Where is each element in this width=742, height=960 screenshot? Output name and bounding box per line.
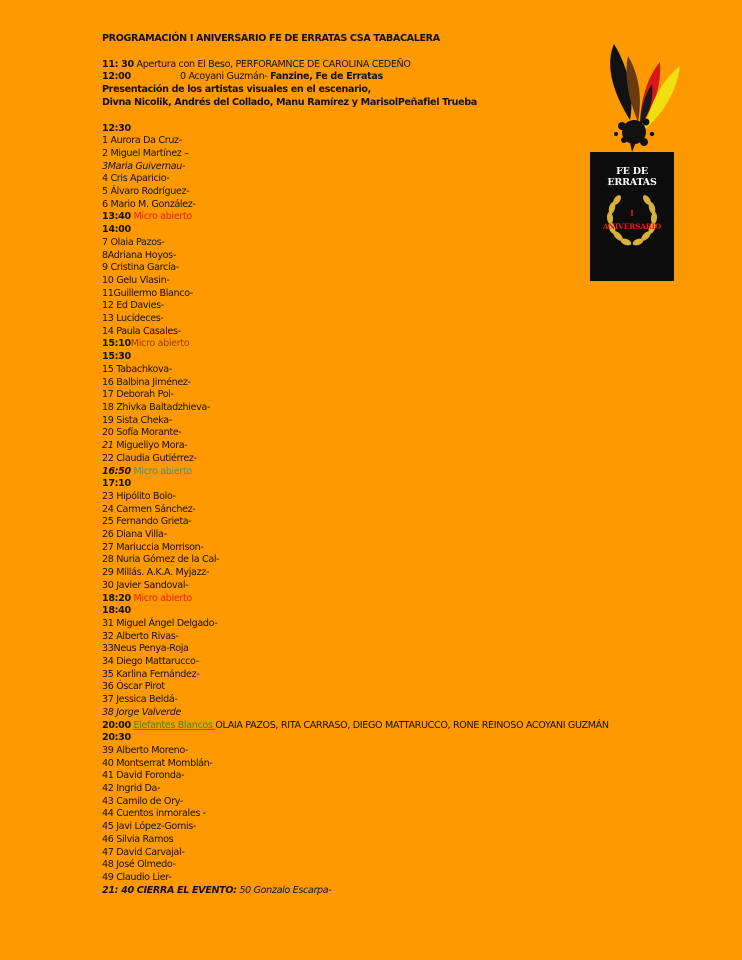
opening-time: 11: 30 — [102, 58, 134, 70]
list-item: 32 Alberto Rivas- — [102, 630, 179, 642]
list-item: 38 Jorge Valverde — [102, 706, 182, 718]
list-item: 19 Sista Cheka- — [102, 414, 172, 426]
list-item: 47 David Carvajal- — [102, 846, 185, 858]
list-item: 15 Tabachkova- — [102, 363, 172, 375]
micro-1510 — [102, 338, 722, 351]
block-1840-list — [102, 618, 722, 720]
time-1840: 18:40 — [102, 605, 131, 617]
poster-anniversary-word: ANIVERSARIO — [602, 222, 662, 231]
list-item: 11Guillermo Blanco- — [102, 287, 194, 299]
list-item: 16 Balbina Jiménez- — [102, 376, 191, 388]
list-item: 33Neus Penya-Roja — [102, 643, 189, 655]
list-item: 37 Jessica Beldá- — [102, 694, 178, 706]
list-item: 36 Óscar Pirot — [102, 681, 165, 693]
list-item: 30 Javier Sandoval- — [102, 579, 189, 591]
poster-title: FE DE ERRATAS — [607, 166, 657, 188]
list-item: 7 Olaia Pazos- — [102, 236, 165, 248]
micro-1650 — [102, 466, 722, 479]
list-item: 6 Mario M. González- — [102, 198, 196, 210]
list-item: 5 Álvaro Rodríguez- — [102, 186, 190, 198]
list-item: 26 Diana Villa- — [102, 529, 167, 541]
micro-label: Micro abierto — [130, 465, 192, 477]
list-item: 10 Gelu Vlasin- — [102, 274, 170, 286]
micro-label: Micro abierto — [130, 592, 192, 604]
item-name: Migueliyo Mora- — [113, 440, 188, 452]
list-item: 46 Silvia Ramos — [102, 833, 174, 845]
list-item: 1 Aurora Da Cruz- — [102, 135, 182, 147]
list-item: 18 Zhivka Baltadzhieva- — [102, 401, 211, 413]
time-2030: 20:30 — [102, 732, 131, 744]
list-item: 23 Hipólito Bolo- — [102, 490, 176, 502]
list-item: 45 Javi López-Gomis- — [102, 821, 197, 833]
concert-2000 — [102, 720, 722, 733]
list-item: 40 Montserrat Momblán- — [102, 757, 213, 769]
list-item: 14 Paula Casales- — [102, 325, 181, 337]
list-item: 9 Cristina García- — [102, 262, 179, 274]
concert-time: 20:00 — [102, 719, 131, 731]
list-item: 12 Ed Davies- — [102, 300, 164, 312]
list-item: 41 David Foronda- — [102, 770, 185, 782]
list-item: 35 Karlina Fernández- — [102, 668, 200, 680]
list-item: 31 Miguel Ángel Delgado- — [102, 617, 218, 629]
list-item: 4 Cris Aparicio- — [102, 173, 170, 185]
opening-text: Apertura con El Beso, PERFORAMNCE DE CAROLINA CEDEÑO — [133, 58, 411, 70]
fanzine-time: 12:00 — [102, 71, 131, 83]
micro-time: 18:20 — [102, 592, 131, 604]
micro-time: 13:40 — [102, 211, 131, 223]
poster-numeral: I — [630, 208, 634, 218]
list-item: 34 Diego Mattarucco- — [102, 656, 199, 668]
list-item: 13 Lucideces- — [102, 313, 164, 325]
closing-performer: 50 Gonzalo Escarpa- — [236, 884, 332, 896]
list-item: 42 Ingrid Da- — [102, 783, 161, 795]
list-item: 24 Carmen Sánchez- — [102, 503, 196, 515]
anniversary-poster — [590, 152, 674, 281]
micro-1820 — [102, 593, 722, 606]
list-item: 22 Claudia Gutiérrez- — [102, 452, 197, 464]
time-1710: 17:10 — [102, 478, 131, 490]
list-item: 49 Claudio Lier- — [102, 872, 172, 883]
list-item: 48 José Olmedo- — [102, 859, 176, 871]
block-2030-list — [102, 745, 722, 885]
list-item: 20 Sofía Morante- — [102, 427, 182, 439]
list-item: 28 Nuria Gómez de la Cal- — [102, 554, 220, 566]
concert-lineup: OLAIA PAZOS, RITA CARRASO, DIEGO MATTARUCCO, RONE REINOSO ACOYANI GUZMÁN — [215, 719, 609, 731]
list-item: 8Adriana Hoyos- — [102, 249, 176, 261]
item-number: 21 — [102, 440, 114, 452]
list-item: 25 Fernando Grieta- — [102, 516, 192, 528]
closing-label: CIERRA EL EVENTO: — [133, 884, 237, 896]
list-item: 44 Cuentos inmorales - — [102, 808, 206, 820]
closing-time: 21: 40 — [102, 884, 134, 896]
list-item: 2 Miguel Martínez – — [102, 147, 189, 159]
list-item: 3Maria Guivernau- — [102, 160, 186, 172]
artists-line: Divna Nicolik, Andrés del Collado, Manu Ramírez y MarisolPeñafiel Trueba — [102, 96, 477, 108]
fanzine-text: 0 Acoyani Guzmán- — [180, 71, 271, 83]
band-link[interactable]: Elefantes Blancos — [133, 719, 216, 731]
micro-label: Micro abierto — [130, 211, 192, 223]
list-item: 27 Mariuccia Morrison- — [102, 541, 204, 553]
time-1530: 15:30 — [102, 351, 131, 363]
time-1230: 12:30 — [102, 122, 131, 134]
list-item: 43 Camilo de Ory- — [102, 795, 183, 807]
program-title: PROGRAMACIÓN I ANIVERSARIO FE DE ERRATAS CSA TABACALERA — [102, 33, 440, 44]
block-1530-list — [102, 364, 722, 466]
closing-line — [102, 885, 722, 898]
presentation-line: Presentación de los artistas visuales en el escenario, — [102, 84, 371, 96]
list-item: 29 Millás. A.K.A. Myjazz- — [102, 567, 210, 579]
list-item: 17 Deborah Pol- — [102, 389, 174, 401]
fanzine-bold: Fanzine, Fe de Erratas — [270, 71, 383, 83]
list-item — [102, 440, 722, 453]
time-1400: 14:00 — [102, 224, 131, 236]
micro-label: Micro abierto — [130, 338, 190, 350]
micro-time: 16:50 — [102, 465, 131, 477]
micro-time: 15:10 — [102, 338, 131, 350]
block-1710-list — [102, 491, 722, 593]
list-item: 39 Alberto Moreno- — [102, 744, 189, 756]
